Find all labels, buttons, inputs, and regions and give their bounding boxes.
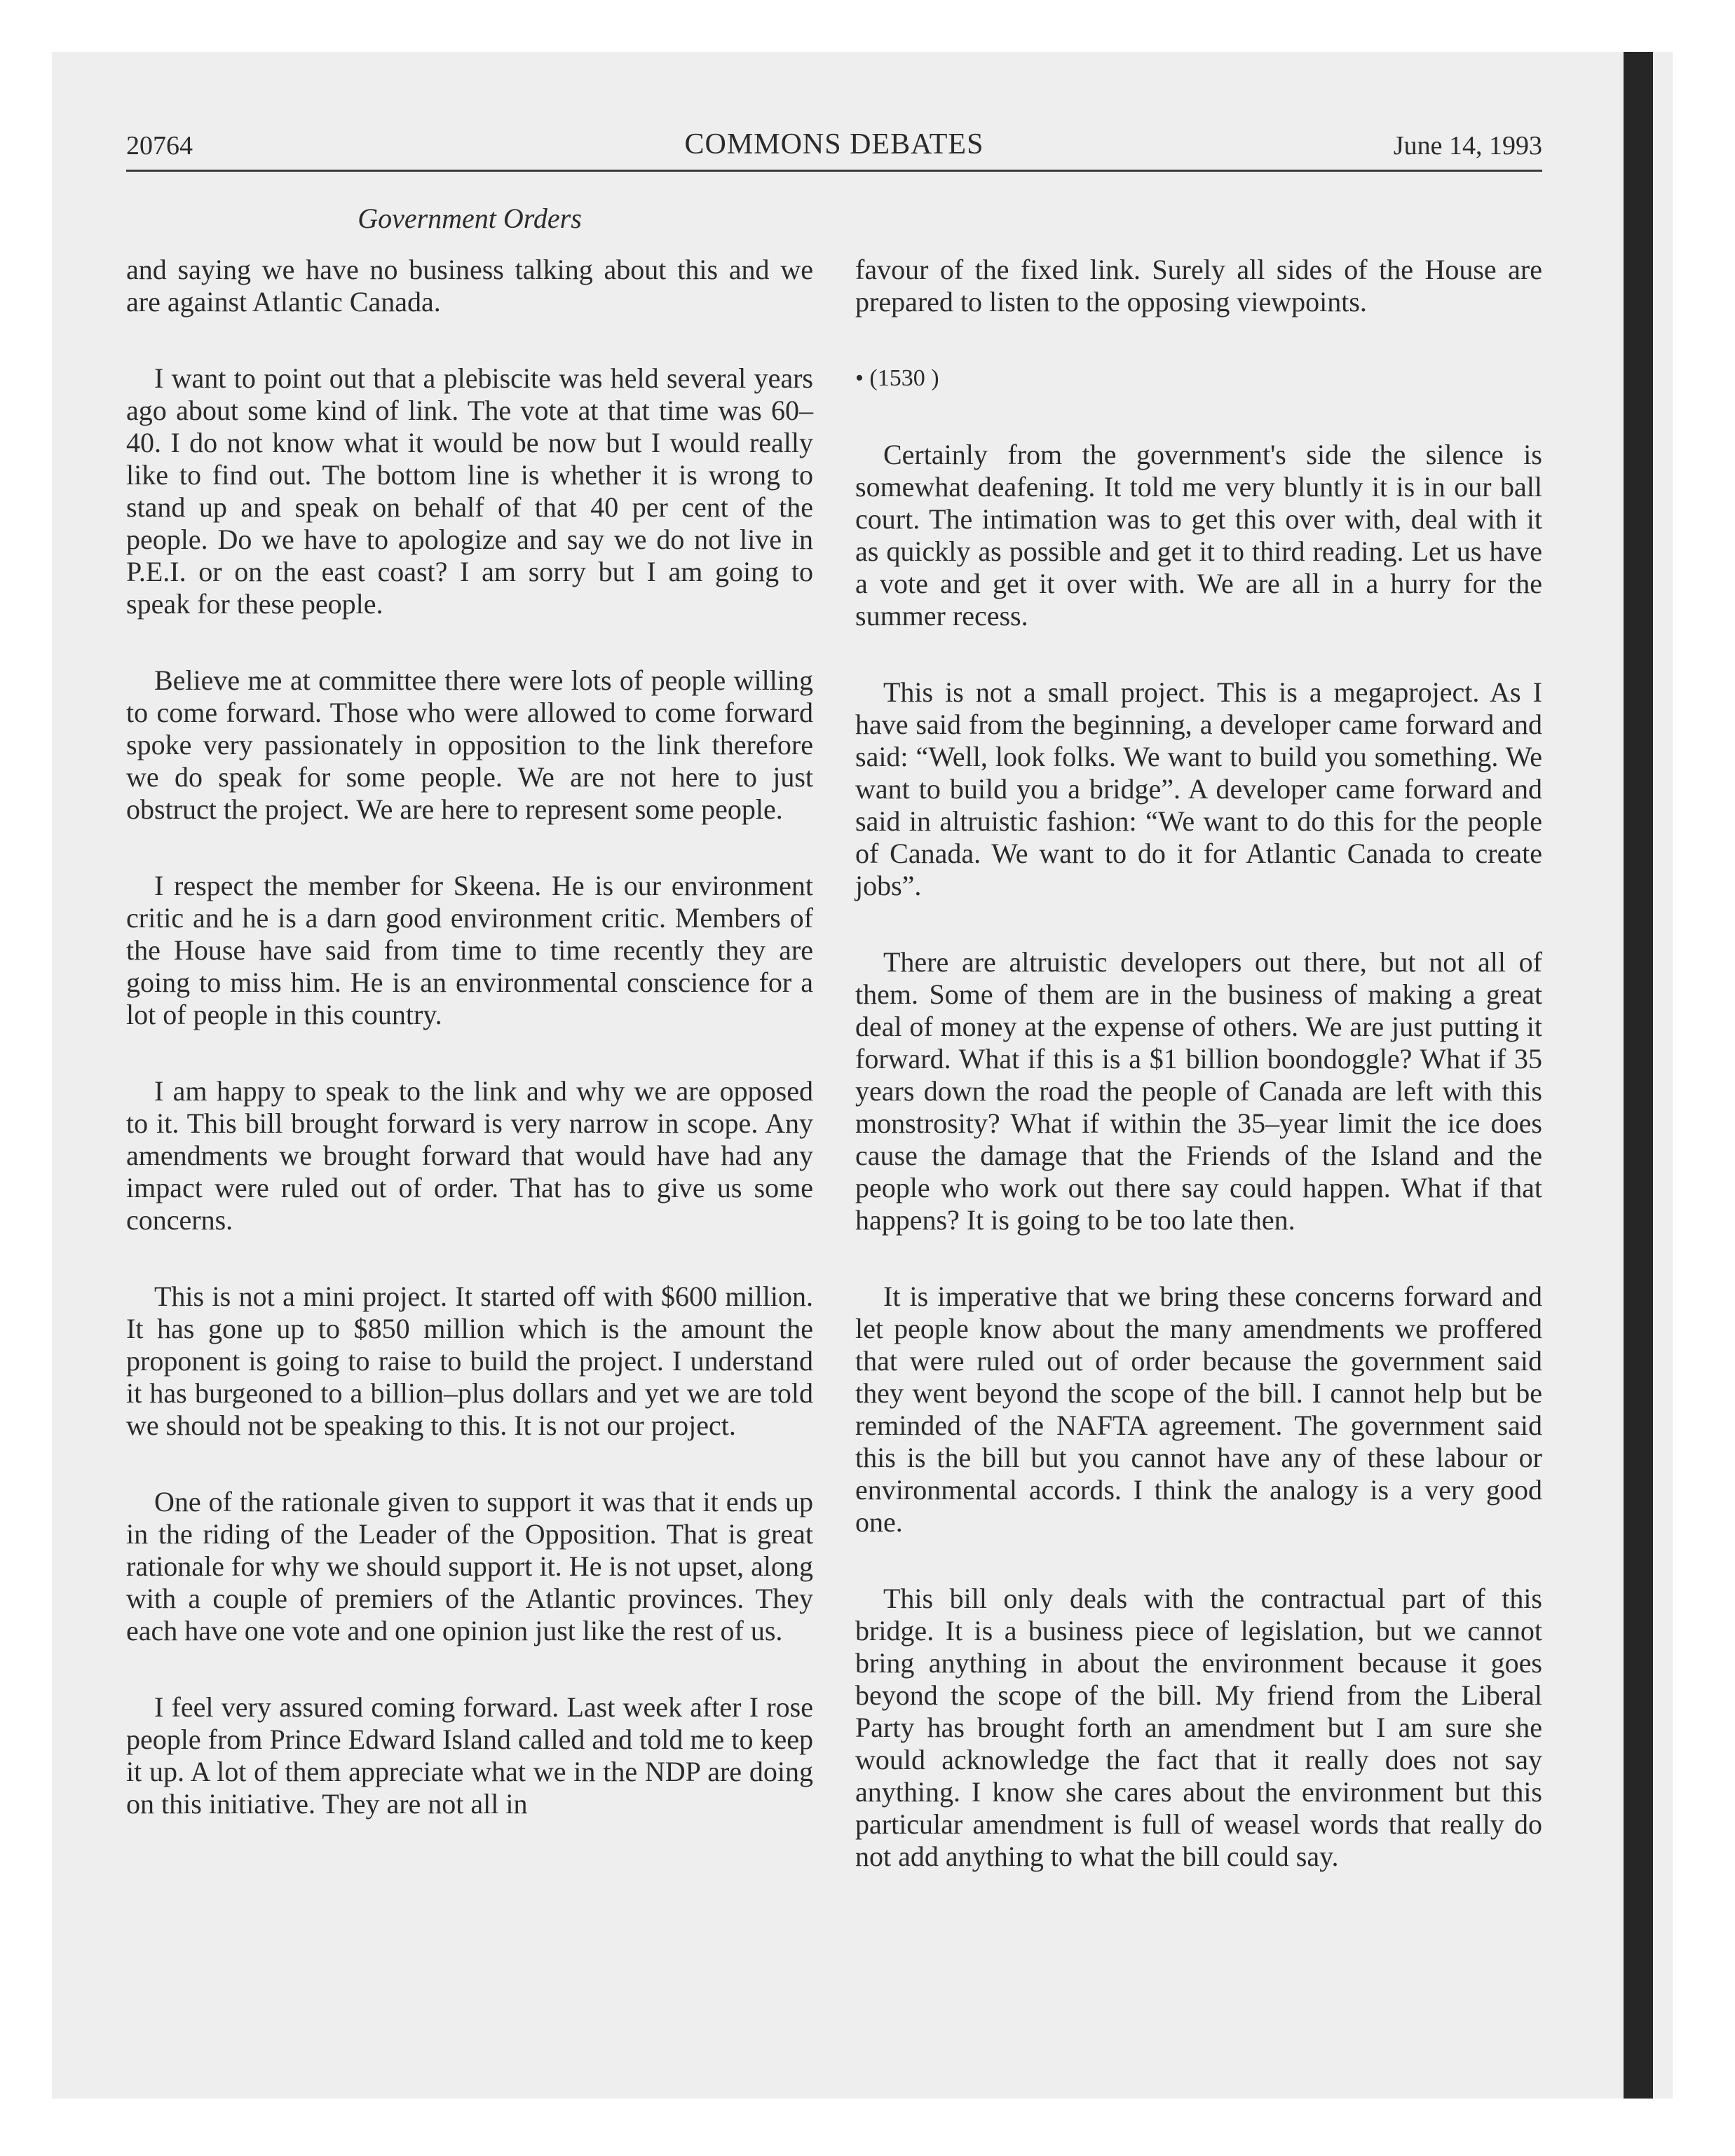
paragraph: Believe me at committee there were lots of people willing to come forward. Those who were allowed to come forward spoke very passionately in opposition to the link therefore we do speak for some people. We are not here to just obstruct the project. We are here to represent some people. [126,664,813,825]
page-header [126,130,1542,170]
scan-edge [1624,52,1653,2099]
time-marker: • (1530 ) [855,365,939,391]
paragraph: I feel very assured coming forward. Last week after I rose people from Prince Edward Island called and told me to keep it up. A lot of them appreciate what we in the NDP are doing on this initiative. They are not all in [126,1691,813,1820]
paragraph: This bill only deals with the contractual part of this bridge. It is a business piece of legislation, but we cannot bring anything in about the environment because it goes beyond the scope of the bill. My friend from the Liberal Party has brought forth an amendment but I am sure she would acknowledge the fact that it really does not say anything. I know she cares about the environment but this particular amendment is full of weasel words that really do not add anything to what the bill could say. [855,1583,1542,1872]
paragraph: This is not a mini project. It started off with $600 million. It has gone up to $850 million which is the amount the proponent is going to raise to build the project. I understand it has burgeoned to a billion–plus dollars and yet we are told we should not be speaking to this. It is not our project. [126,1281,813,1441]
page-number: 20764 [126,131,193,161]
publication-title: COMMONS DEBATES [684,128,984,161]
paragraph: favour of the fixed link. Surely all sides of the House are prepared to listen to the opposing viewpoints. [855,254,1542,318]
left-column [126,254,813,1864]
paragraph: I want to point out that a plebiscite was held several years ago about some kind of link. The vote at that time was 60–40. I do not know what it would be now but I would really like to find out. The bottom line is whether it is wrong to stand up and speak on behalf of that 40 per cent of the people. Do we have to apologize and say we do not live in P.E.I. or on the east coast? I am sorry but I am going to speak for these people. [126,362,813,620]
paragraph: It is imperative that we bring these concerns forward and let people know about the many amendments we proffered that were ruled out of order because the government said they went beyond the scope of the bill. I cannot help but be reminded of the NAFTA agreement. The government said this is the bill but you cannot have any of these labour or environmental accords. I think the analogy is a very good one. [855,1281,1542,1538]
paragraph: Certainly from the government's side the silence is somewhat deafening. It told me very bluntly it is in our ball court. The intimation was to get this over with, deal with it as quickly as possible and get it to third reading. Let us have a vote and get it over with. We are all in a hurry for the summer recess. [855,439,1542,632]
paragraph: This is not a small project. This is a megaproject. As I have said from the beginning, a developer came forward and said: “Well, look folks. We want to build you something. We want to build you a bridge”. A developer came forward and said in altruistic fashion: “We want to do this for the people of Canada. We want to do it for Atlantic Canada to create jobs”. [855,676,1542,901]
paragraph: One of the rationale given to support it was that it ends up in the riding of the Leader of the Opposition. That is great rationale for why we should support it. He is not upset, along with a couple of premiers of the Atlantic provinces. They each have one vote and one opinion just like the rest of us. [126,1486,813,1646]
paragraph: I am happy to speak to the link and why we are opposed to it. This bill brought forward is very narrow in scope. Any amendments we brought forward that would have had any impact were ruled out of order. That has to give us some concerns. [126,1075,813,1236]
section-heading: Government Orders [358,203,582,234]
paragraph: and saying we have no business talking about this and we are against Atlantic Canada. [126,254,813,318]
header-rule [126,170,1542,172]
right-column [855,254,1542,1917]
paragraph: There are altruistic developers out there, but not all of them. Some of them are in the business of making a great deal of money at the expense of others. We are just putting it forward. What if this is a $1 billion boondoggle? What if 35 years down the road the people of Canada are left with this monstrosity? What if within the 35–year limit the ice does cause the damage that the Friends of the Island and the people who work out there say could happen. What if that happens? It is going to be too late then. [855,946,1542,1236]
publication-date: June 14, 1993 [1393,131,1542,161]
paragraph: I respect the member for Skeena. He is our environment critic and he is a darn good environment critic. Members of the House have said from time to time recently they are going to miss him. He is an environmental conscience for a lot of people in this country. [126,870,813,1030]
